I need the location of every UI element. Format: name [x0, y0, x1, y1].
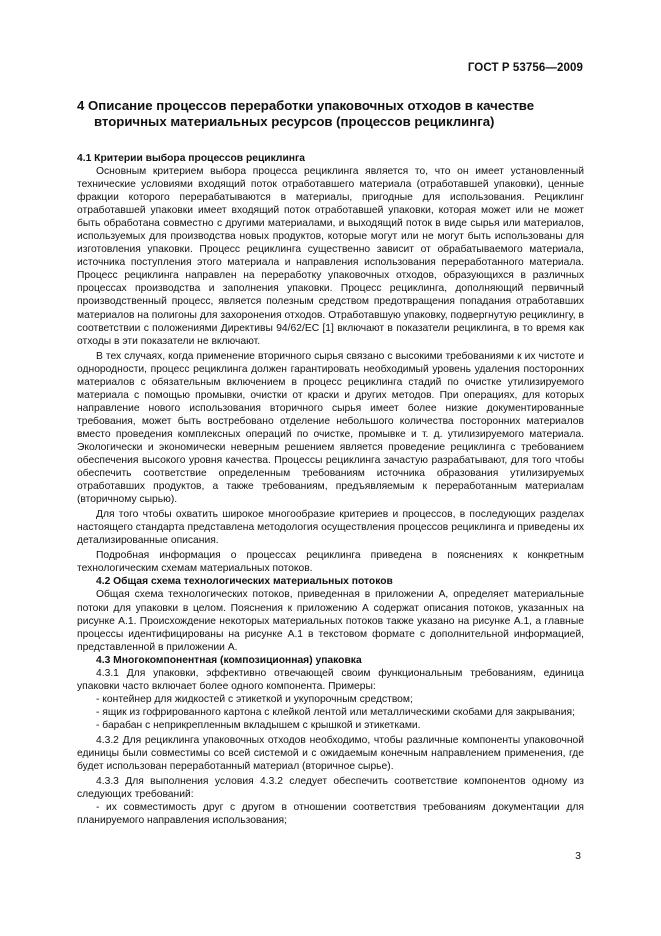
page-number: 3 [575, 850, 581, 862]
section-number: 4 [77, 98, 85, 113]
section-title-line1: Описание процессов переработки упаковочных отходов в качестве [88, 98, 535, 113]
paragraph-4-1-1: Основным критерием выбора процесса рециклинга является то, что он имеет установленный технические условиями входящий поток отработавшего материала (отработавшей упаковки), ценные фракции которого перерабатываются в материалы, пригодные для использования. Рециклинг отработавшей упаковки имеет входящий поток отработавшей упаковки, которая может или не может быть обработана совместно с другими материалами, и выходящий поток в виде сырья или материалов, используемых для производства новых продуктов, которые могут или не могут быть использованы для изготовления упаковки. Процесс рециклинга существенно зависит от обрабатываемого материала, источника поступления этого материала и направления использования переработанного материала. Процесс рециклинга направлен на переработку упаковочных отходов, образующихся в различных процессах производства и заполнения упаковки. Процесс рециклинга, дополняющий первичный производственный процесс, является полезным средством предотвращения попадания отработавших материалов на полигоны для захоронения отходов. Отработавшую упаковку, подвергнутую рециклингу, в соответствии с положениями Директивы 94/62/ЕС [1] включают в показатели рециклинга, в то время как отходы в эти показатели не включают. [77, 166, 584, 347]
paragraph-4-3-1: 4.3.1 Для упаковки, эффективно отвечающей своим функциональным требованиям, единица упаковки часто включает более одного компонента. Примеры: [77, 667, 584, 692]
subsection-heading-4-2: 4.2 Общая схема технологических материальных потоков [96, 576, 393, 588]
list-item: - контейнер для жидкостей с этикеткой и укупорочным средством; [96, 693, 413, 705]
list-item: - барабан с неприкрепленным вкладышем с крышкой и этикетками. [96, 719, 421, 731]
section-title [77, 98, 584, 130]
document-id: ГОСТ Р 53756—2009 [467, 62, 583, 74]
paragraph-4-1-4: Подробная информация о процессах рециклинга приведена в пояснениях к конкретным технологическим схемам материальных потоков. [77, 550, 584, 575]
paragraph-4-2-1: Общая схема технологических потоков, приведенная в приложении А, определяет материальные потоки для упаковки в целом. Пояснения к приложению А содержат описания потоков, указанных на рисунке А.1. Происхождение некоторых материальных потоков также указано на рисунке А.1, а главные процессы идентифицированы на рисунке А.1 в текстовом формате с дополнительной информацией, представленной в приложении А. [77, 589, 584, 653]
subsection-heading-4-3: 4.3 Многокомпонентная (композиционная) упаковка [96, 654, 362, 666]
page-content [77, 98, 584, 827]
paragraph-4-3-2: 4.3.2 Для рециклинга упаковочных отходов необходимо, чтобы различные компоненты упаковочной единицы были совместимы со всей системой и с ожидаемым конечным направлением применения, где будет использован переработанный материал (вторичное сырье). [77, 734, 584, 773]
list-item: - их совместимость друг с другом в отношении соответствия требованиям документации для планируемого направления использования; [77, 802, 584, 827]
paragraph-4-3-3: 4.3.3 Для выполнения условия 4.3.2 следует обеспечить соответствие компонентов одному из следующих требований: [77, 776, 584, 801]
list-item: - ящик из гофрированного картона с клейкой лентой или металлическими скобами для закрывания; [96, 706, 575, 718]
subsection-heading-4-1: 4.1 Критерии выбора процессов рециклинга [77, 153, 306, 164]
paragraph-4-1-3: Для того чтобы охватить широкое многообразие критериев и процессов, в последующих разделах настоящего стандарта представлена методология осуществления процессов рециклинга и приведены их детализированные описания. [77, 509, 584, 547]
paragraph-4-1-2: В тех случаях, когда применение вторичного сырья связано с высокими требованиями к их чистоте и однородности, процесс рециклинга должен гарантировать необходимый уровень удаления посторонних материалов с обязательным включением в процесс рециклинга стадий по очистке утилизируемого материала с помощью промывки, очистки от краски и других методов. При операциях, для которых направление нового использования вторичного сырья имеет более низкие документированные требования, может быть востребовано отделение небольшого количества посторонних материалов вместо проведения комплексных операций по очистке, промывке и т. д. утилизируемого материала. Экологически и экономически неверным решением является проведение рециклинга с требованием обеспечения высокого уровня качества. Процессы рециклинга зачастую разрабатывают, для того чтобы обеспечить соответствие определенным требованиям источника образования утилизируемых отработавших продуктов, а также требованиям, предъявляемым к переработанным материалам (вторичному сырью). [77, 350, 584, 506]
section-title-line2: вторичных материальных ресурсов (процессов рециклинга) [94, 114, 495, 129]
